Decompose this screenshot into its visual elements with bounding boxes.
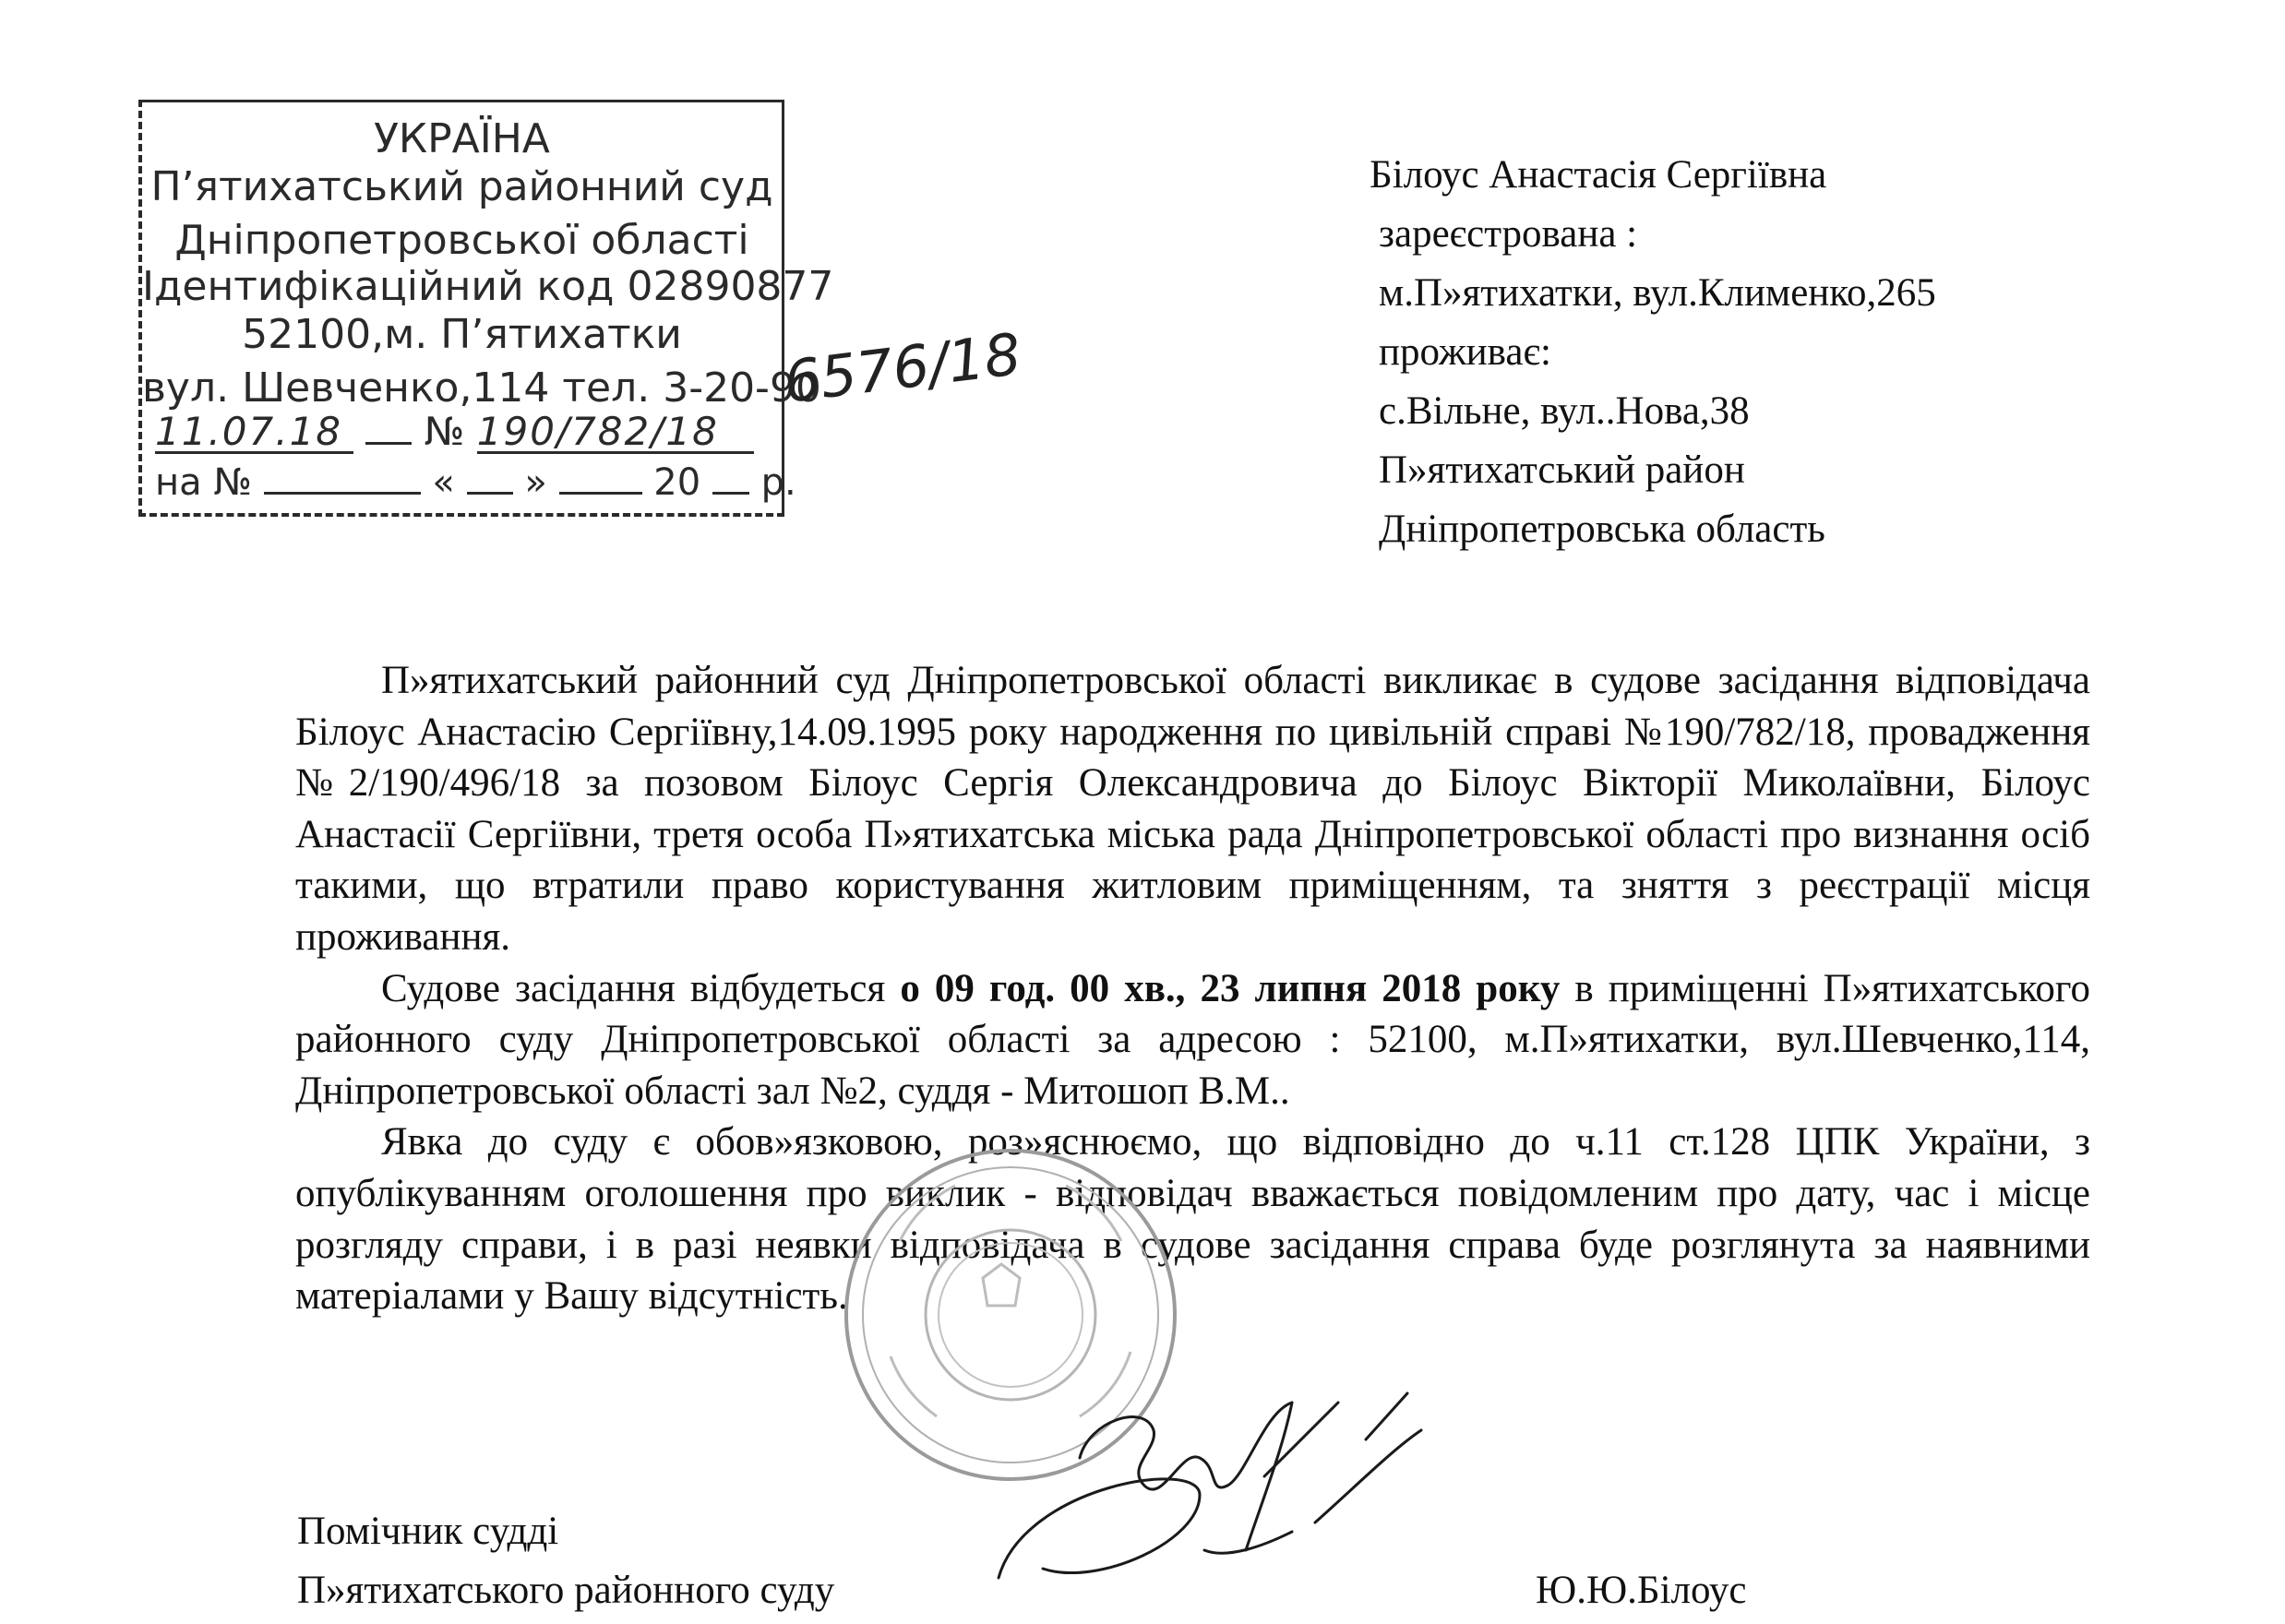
- signer-position: Помічник судді: [297, 1510, 559, 1553]
- stamp-quote-close: »: [524, 461, 547, 504]
- stamp-underline: [365, 442, 412, 445]
- stamp-blank: [467, 464, 513, 495]
- stamp-reply-prefix: на №: [155, 461, 252, 504]
- handwritten-case-number: 6576/18: [780, 319, 1025, 416]
- stamp-region: Дніпропетровської області: [174, 217, 749, 264]
- hearing-datetime: о 09 год. 00 хв., 23 липня 2018 року: [900, 966, 1561, 1010]
- stamp-blank: [712, 464, 749, 495]
- paragraph-hearing-details: [295, 963, 2090, 1117]
- stamp-street-phone: вул. Шевченко,114 тел. 3-20-90: [142, 364, 821, 412]
- stamp-number-label: №: [424, 409, 465, 454]
- summons-body: [295, 655, 2090, 1322]
- addressee-oblast: Дніпропетровська область: [1379, 508, 1825, 551]
- stamp-address: 52100,м. П’ятихатки: [242, 311, 682, 358]
- stamp-reg-number: 190/782/18: [477, 412, 754, 454]
- addressee-block: [1370, 146, 1936, 559]
- signer-name: Ю.Ю.Білоус: [1536, 1569, 1747, 1612]
- paragraph-attendance-notice: Явка до суду є обов»язковою, роз»яснюємо, що відповідно до ч.11 ст.128 ЦПК України, з опублікуванням оголошення про виклик - відповідач вважається повідомленим про дату, час і місце розгляду справи, і в разі неявки відповідача в судове засідання справа буде розглянута за наявними матеріалами у Вашу відсутність.: [295, 1120, 2090, 1319]
- stamp-blank: [559, 464, 642, 495]
- stamp-country: УКРАЇНА: [374, 115, 550, 162]
- stamp-reply-suffix: р.: [760, 461, 796, 504]
- signer-court: П»ятихатського районного суду: [297, 1569, 835, 1612]
- stamp-reg-date: 11.07.18: [155, 412, 353, 454]
- paragraph-summons: П»ятихатський районний суд Дніпропетровської області викликає в судове засідання відповідача Білоус Анастасію Сергіївну,14.09.1995 року народження по цивільній справі №190/782/18, провадження №2/190/496/18 за позовом Білоус Сергія Олександровича до Білоус Вікторії Миколаївни, Білоус Анастасії Сергіївни, третя особа П»ятихатська міська рада Дніпропетровської області про визнання осіб такими, що втратили право користування житловим приміщенням, та зняття з реєстрації місця проживання.: [295, 659, 2090, 959]
- stamp-reply-row: [155, 461, 796, 504]
- hearing-intro: Судове засідання відбудеться: [381, 966, 901, 1010]
- stamp-reply-year: 20: [653, 461, 701, 504]
- court-registration-stamp: [138, 100, 834, 517]
- signature-image: [987, 1347, 1449, 1624]
- stamp-court-name: П’ятихатський районний суд: [150, 163, 773, 210]
- hearing-location: в приміщенні П»ятихатського районного суду Дніпропетровської області за адресою : 52100, м.П»ятихатки, вул.Шевченко,114, Дніпропетровської області зал №2, суддя - Митошоп В.М..: [295, 966, 2090, 1113]
- registered-address: м.П»ятихатки, вул.Клименко,265: [1379, 271, 1936, 315]
- stamp-id-code: Ідентифікаційний код 02890877: [142, 263, 834, 310]
- lives-label: проживає:: [1379, 330, 1551, 374]
- addressee-district: П»ятихатський район: [1379, 448, 1745, 492]
- addressee-name: Білоус Анастасія Сергіївна: [1370, 153, 1827, 197]
- stamp-blank: [264, 464, 421, 495]
- registered-label: зареєстрована :: [1379, 212, 1638, 256]
- lives-address: с.Вільне, вул..Нова,38: [1379, 389, 1750, 433]
- signature-block: [297, 1502, 834, 1620]
- stamp-quote-open: «: [432, 461, 455, 504]
- stamp-registration-row: [155, 409, 754, 454]
